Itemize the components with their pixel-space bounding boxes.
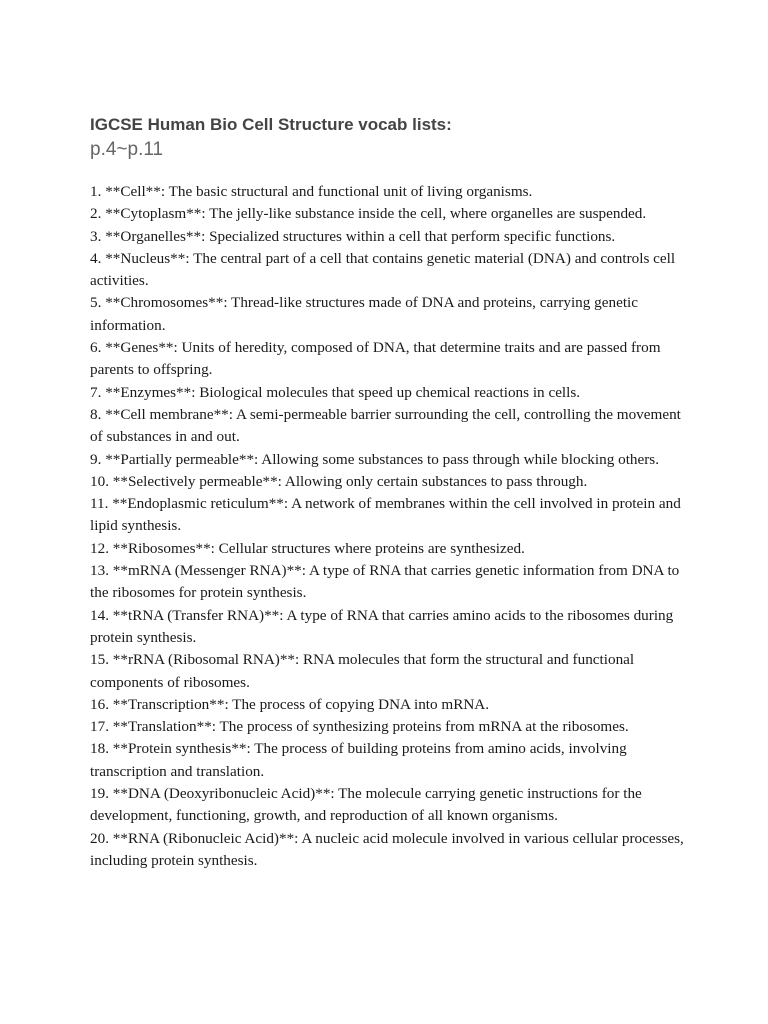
vocab-item-organelles: 3. **Organelles**: Specialized structures within a cell that perform specific functions. (90, 227, 616, 245)
vocab-item-rrna: 15. **rRNA (Ribosomal RNA)**: RNA molecules that form the structural and functional components of ribosomes. (90, 651, 635, 691)
page-range-subtitle: p.4~p.11 (90, 139, 164, 160)
vocab-item-genes: 6. **Genes**: Units of heredity, composed of DNA, that determine traits and are passed from parents to offspring. (90, 339, 661, 379)
vocab-item-trna: 14. **tRNA (Transfer RNA)**: A type of RNA that carries amino acids to the ribosomes during protein synthesis. (90, 606, 674, 646)
vocab-item-rna: 20. **RNA (Ribonucleic Acid)**: A nucleic acid molecule involved in various cellular processes, including protein synthesis. (90, 829, 684, 869)
vocab-item-translation: 17. **Translation**: The process of synthesizing proteins from mRNA at the ribosomes. (90, 718, 629, 736)
document-page (90, 114, 690, 872)
vocab-item-transcription: 16. **Transcription**: The process of copying DNA into mRNA. (90, 695, 490, 713)
document-title: IGCSE Human Bio Cell Structure vocab lists: (90, 115, 452, 134)
vocab-list (90, 181, 690, 872)
vocab-item-cell-membrane: 8. **Cell membrane**: A semi-permeable barrier surrounding the cell, controlling the movement of substances in and out. (90, 405, 681, 446)
vocab-item-cell: 1. **Cell**: The basic structural and functional unit of living organisms. (90, 183, 533, 200)
vocab-item-selectively-permeable: 10. **Selectively permeable**: Allowing only certain substances to pass through. (90, 472, 588, 490)
vocab-item-ribosomes: 12. **Ribosomes**: Cellular structures where proteins are synthesized. (90, 539, 525, 557)
vocab-item-protein-synthesis: 18. **Protein synthesis**: The process of building proteins from amino acids, involving transcription and translation. (90, 740, 627, 780)
vocab-item-enzymes: 7. **Enzymes**: Biological molecules that speed up chemical reactions in cells. (90, 383, 581, 401)
vocab-item-endoplasmic-reticulum: 11. **Endoplasmic reticulum**: A network of membranes within the cell involved in protein and lipid synthesis. (90, 495, 681, 535)
vocab-item-mrna: 13. **mRNA (Messenger RNA)**: A type of RNA that carries genetic information from DNA to the ribosomes for protein synthesis. (90, 562, 680, 602)
vocab-item-partially-permeable: 9. **Partially permeable**: Allowing some substances to pass through while blocking others. (90, 450, 660, 468)
vocab-item-chromosomes: 5. **Chromosomes**: Thread-like structures made of DNA and proteins, carrying genetic information. (90, 294, 639, 334)
vocab-item-cytoplasm: 2. **Cytoplasm**: The jelly-like substance inside the cell, where organelles are suspended. (90, 205, 647, 223)
vocab-item-dna: 19. **DNA (Deoxyribonucleic Acid)**: The molecule carrying genetic instructions for the development, functioning, growth, and reproduction of all known organisms. (90, 785, 642, 825)
vocab-item-nucleus: 4. **Nucleus**: The central part of a cell that contains genetic material (DNA) and controls cell activities. (90, 249, 676, 290)
